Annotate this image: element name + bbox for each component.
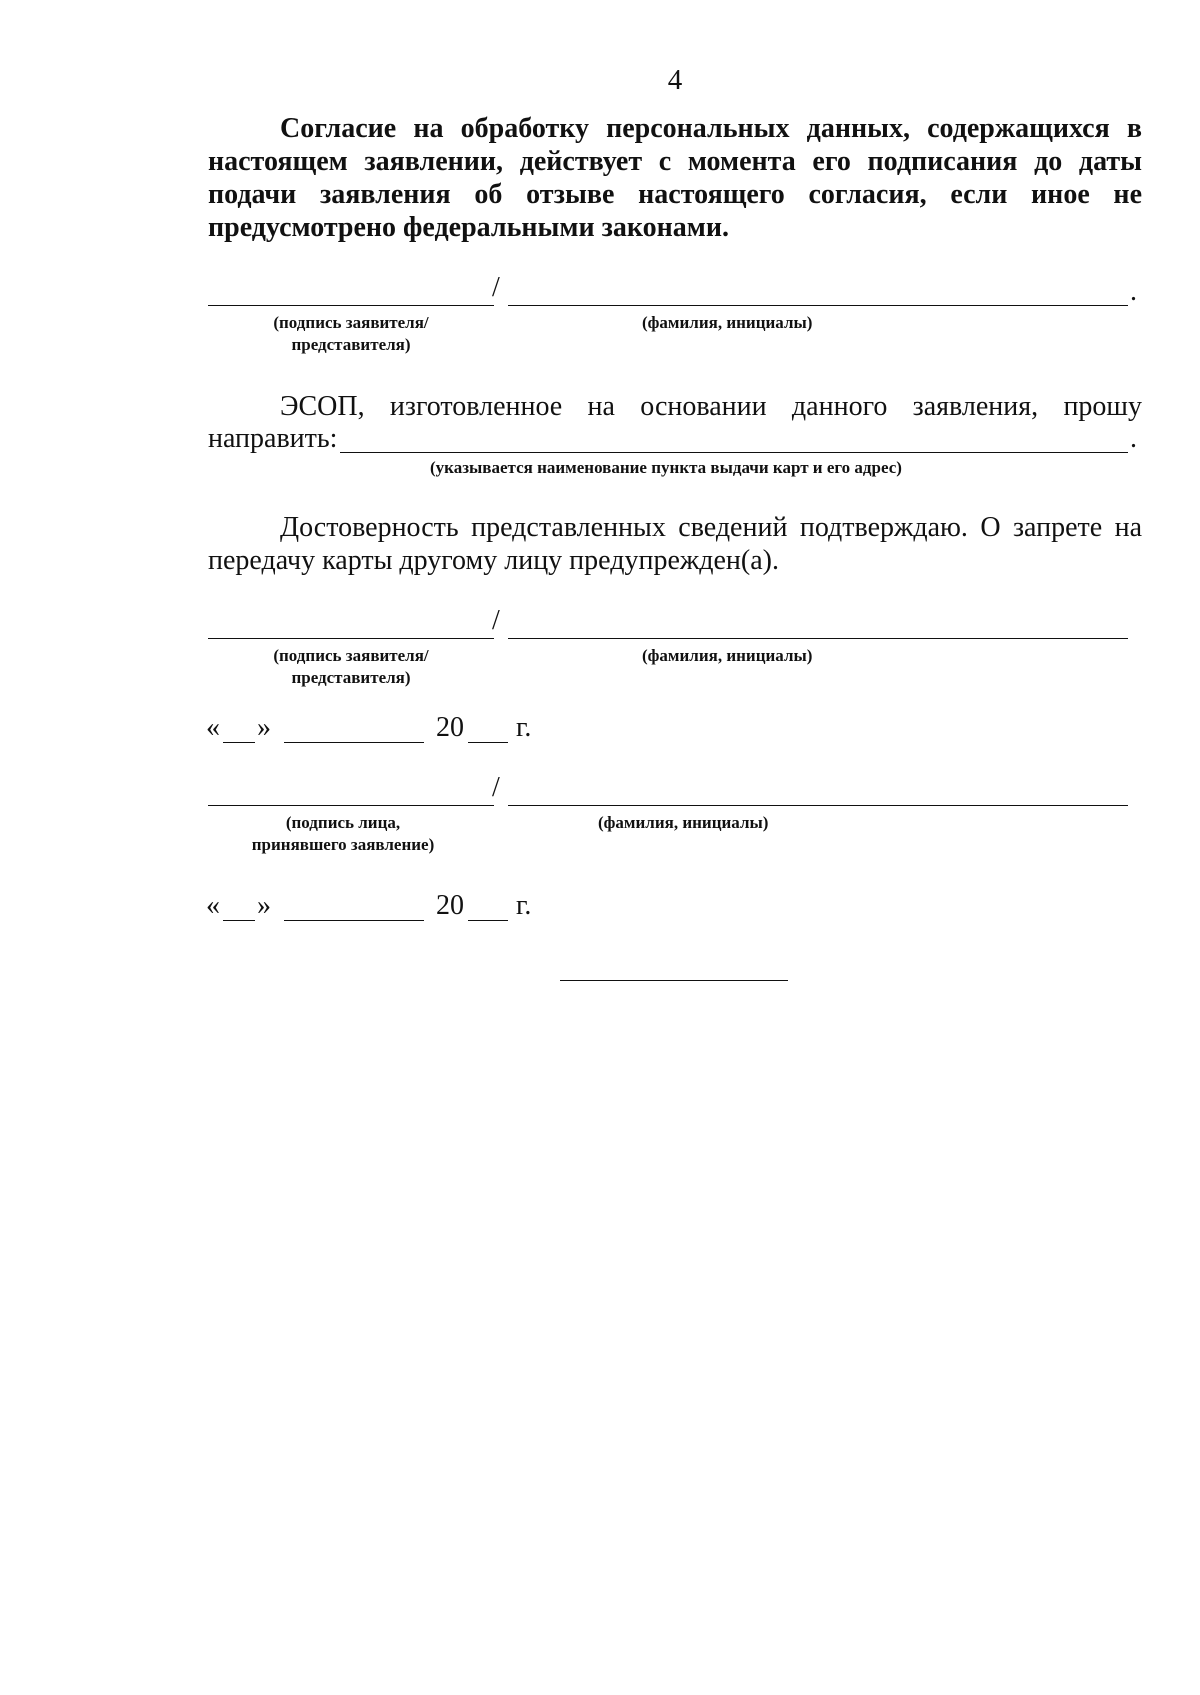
date-year-suffix: г.	[516, 712, 532, 743]
date-day-field[interactable]	[223, 890, 255, 921]
signature-slash-1: /	[492, 272, 500, 303]
signature-slash-2: /	[492, 605, 500, 636]
end-of-document-rule	[560, 980, 788, 981]
signature-end-mark-1: .	[1130, 276, 1137, 307]
name-line-1[interactable]	[508, 305, 1128, 306]
date-close-quote: »	[257, 890, 271, 921]
esop-paragraph: ЭСОП, изготовленное на основании данного заявления, прошу	[280, 391, 1142, 422]
date-open-quote: «	[206, 712, 220, 743]
signature-line-3[interactable]	[208, 805, 494, 806]
caption-signature-1: (подпись заявителя/ представителя)	[273, 313, 429, 354]
send-label: направить:	[208, 423, 338, 454]
caption-signature-2: (подпись заявителя/ представителя)	[273, 646, 429, 687]
date-year-suffix: г.	[516, 890, 532, 921]
caption-name-1: (фамилия, инициалы)	[642, 313, 813, 332]
name-line-2[interactable]	[508, 638, 1128, 639]
accuracy-paragraph: Достоверность представленных сведений подтверждаю. О запрете на передачу карты другому лицу предупрежден(а).	[208, 512, 1142, 576]
date-month-field[interactable]	[284, 712, 424, 743]
page-number: 4	[667, 64, 683, 96]
date-row-1	[206, 712, 626, 746]
date-year-field[interactable]	[468, 712, 508, 743]
signature-line-2[interactable]	[208, 638, 494, 639]
caption-name-2: (фамилия, инициалы)	[642, 646, 813, 665]
date-close-quote: »	[257, 712, 271, 743]
signature-line-1[interactable]	[208, 305, 494, 306]
delivery-point-line[interactable]	[340, 452, 1128, 453]
signature-slash-3: /	[492, 772, 500, 803]
date-day-field[interactable]	[223, 712, 255, 743]
delivery-point-caption: (указывается наименование пункта выдачи карт и его адрес)	[430, 458, 902, 477]
esop-end-mark: .	[1130, 423, 1137, 454]
date-open-quote: «	[206, 890, 220, 921]
date-row-2	[206, 890, 626, 924]
caption-name-3: (фамилия, инициалы)	[598, 813, 769, 832]
name-line-3[interactable]	[508, 805, 1128, 806]
date-year-field[interactable]	[468, 890, 508, 921]
consent-paragraph: Согласие на обработку персональных данных, содержащихся в настоящем заявлении, действует с момента его подписания до даты подачи заявления об отзыве настоящего согласия, если иное не предусмотрено федеральными законами.	[208, 113, 1142, 243]
caption-signature-3: (подпись лица, принявшего заявление)	[251, 813, 435, 854]
date-year-prefix: 20	[436, 712, 464, 743]
date-month-field[interactable]	[284, 890, 424, 921]
date-year-prefix: 20	[436, 890, 464, 921]
